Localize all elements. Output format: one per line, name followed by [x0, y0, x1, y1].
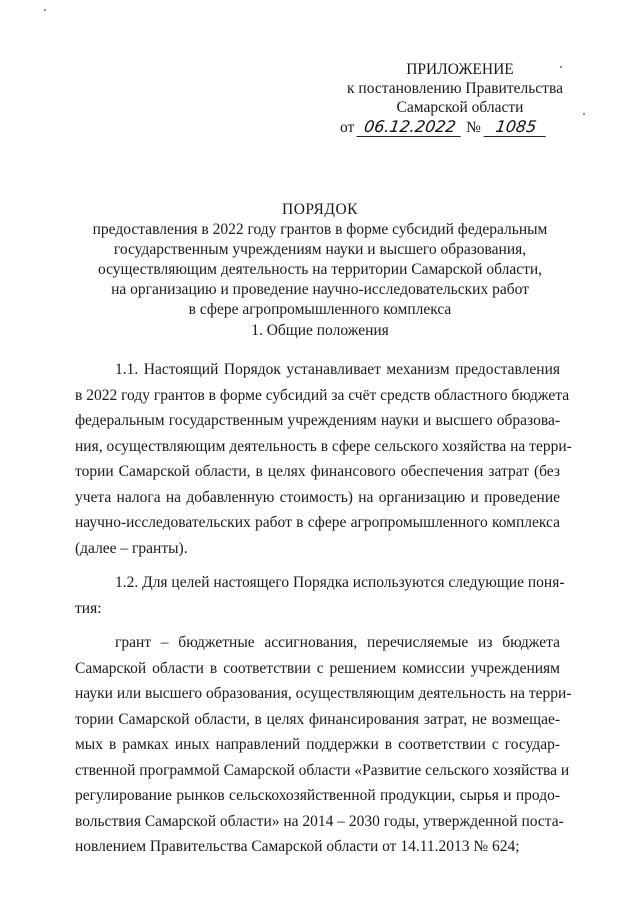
scan-speck — [583, 113, 585, 115]
appendix-block — [300, 60, 600, 137]
text-line: грант – бюджетные ассигнования, перечисляемые из бюджета — [115, 634, 560, 651]
subtitle-line: в сфере агропромышленного комплекса — [188, 301, 452, 318]
text-line: науки или высшего образования, осуществляющим деятельность на терри- — [75, 685, 572, 702]
text-line: 1.2. Для целей настоящего Порядка используются следующие поня- — [115, 574, 565, 591]
handwritten-number: 1085 — [483, 117, 548, 137]
subtitle-line: предоставления в 2022 году грантов в форме субсидий федеральным — [92, 221, 548, 238]
paragraph-1-2 — [75, 570, 565, 621]
text-line: ния, осуществляющим деятельность в сфере сельского хозяйства на терри- — [75, 437, 572, 455]
section-heading: 1. Общие положения — [251, 322, 389, 339]
paragraph-1-1 — [75, 357, 572, 561]
text-line: учета налога на добавленную стоимость) на организацию и проведение — [75, 488, 560, 506]
paragraph-grant-definition — [75, 630, 572, 860]
document-title-block — [70, 200, 570, 320]
scan-speck — [44, 9, 46, 11]
body-text — [75, 357, 572, 869]
text-line: регулирование рынков сельскохозяйственной продукции, сырья и продо- — [75, 787, 560, 804]
text-line: Самарской области в соответствии с решением комиссии учреждениям — [75, 659, 560, 677]
document-title: ПОРЯДОК — [282, 201, 358, 218]
appendix-line-1: к постановлению Правительства — [347, 80, 563, 97]
text-line: тории Самарской области, в целях финансового обеспечения затрат (без — [75, 463, 560, 480]
scan-speck — [560, 66, 562, 68]
handwritten-date: 06.12.2022 — [357, 117, 464, 137]
text-line: ственной программой Самарской области «Развитие сельского хозяйства и — [75, 761, 570, 779]
date-prefix: от — [340, 119, 355, 136]
text-line: 1.1. Настоящий Порядок устанавливает механизм предоставления — [115, 361, 560, 378]
text-line: тия: — [75, 599, 102, 617]
text-line: тории Самарской области, в целях финансирования затрат, не возмещае- — [75, 710, 560, 728]
text-line: мых в рамках иных направлений поддержки в соответствии с государ- — [75, 736, 560, 753]
text-line: вольствия Самарской области» на 2014 – 2030 годы, утвержденной поста- — [75, 812, 564, 830]
number-sign: № — [466, 119, 481, 136]
subtitle-line: на организацию и проведение научно-исследовательских работ — [111, 281, 529, 298]
subtitle-line: государственным учреждениям науки и высшего образования, — [113, 241, 527, 258]
text-line: федеральным государственным учреждениям науки и высшего образова- — [75, 412, 560, 429]
text-line: научно-исследовательских работ в сфере агропромышленного комплекса — [75, 514, 560, 531]
appendix-title: ПРИЛОЖЕНИЕ — [406, 61, 514, 78]
text-line: (далее – гранты). — [75, 539, 188, 557]
subtitle-line: осуществляющим деятельность на территории Самарской области, — [97, 261, 543, 278]
appendix-line-2: Самарской области — [396, 99, 524, 116]
text-line: в 2022 году грантов в форме субсидий за счёт средств областного бюджета — [75, 386, 570, 404]
appendix-date-line — [340, 117, 600, 137]
text-line: новлением Правительства Самарской области от 14.11.2013 № 624; — [75, 838, 520, 855]
